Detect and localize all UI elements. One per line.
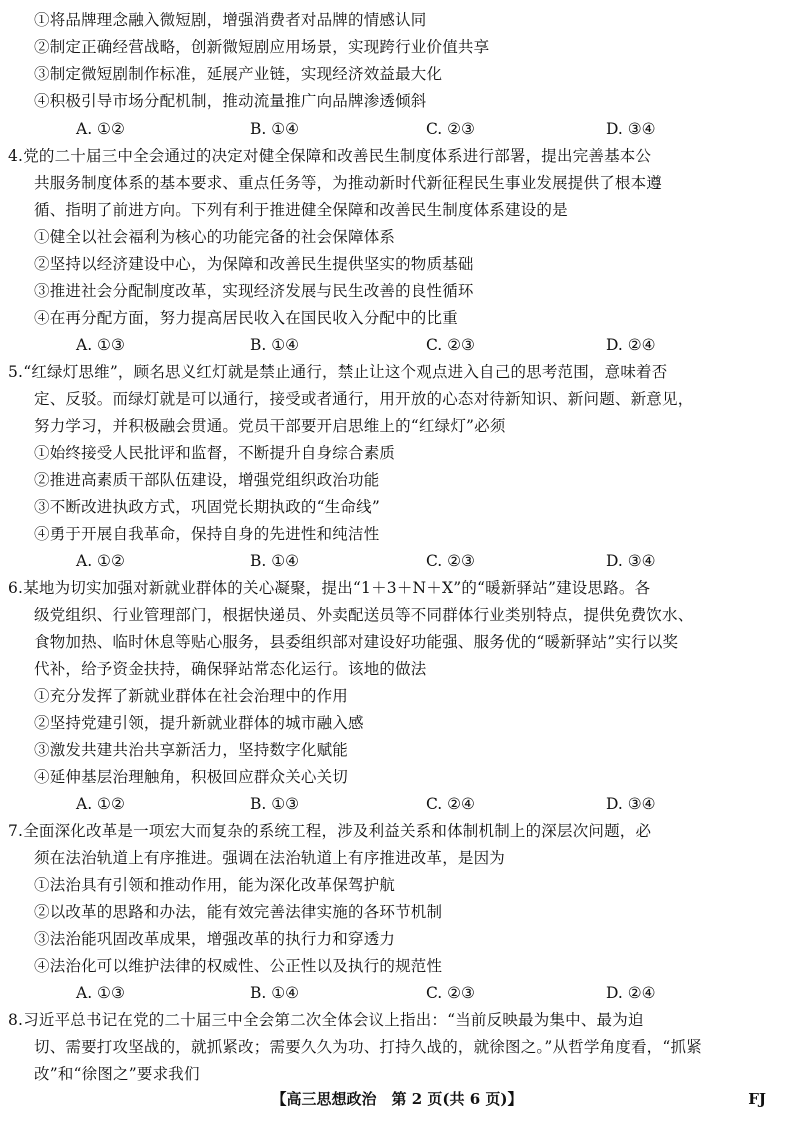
- q3-option-4: ④积极引导市场分配机制，推动流量推广向品牌渗透倾斜: [34, 92, 427, 110]
- q4-option-2: ②坚持以经济建设中心，为保障和改善民生提供坚实的物质基础: [34, 255, 474, 273]
- q6-stem-line-1: 6.某地为切实加强对新就业群体的关心凝聚，提出“1＋3＋N＋X”的“暖新驿站”建设思路。各: [8, 579, 651, 597]
- footer-page-label: 【高三思想政治 第 2 页(共 6 页)】: [271, 1090, 523, 1108]
- q5-option-1: ①始终接受人民批评和监督，不断提升自身综合素质: [34, 444, 396, 462]
- q5-answer-a: A. ①②: [76, 552, 125, 570]
- q5-answer-d: D. ③④: [606, 552, 656, 570]
- q7-option-1: ①法治具有引领和推动作用，能为深化改革保驾护航: [34, 876, 396, 894]
- q3-answer-c: C. ②③: [426, 120, 475, 138]
- q3-answer-a: A. ①②: [76, 120, 125, 138]
- q6-stem-line-4: 代补，给予资金扶持，确保驿站常态化运行。该地的做法: [34, 660, 427, 678]
- q6-option-4: ④延伸基层治理触角，积极回应群众关心关切: [34, 768, 349, 786]
- q4-option-4: ④在再分配方面，努力提高居民收入在国民收入分配中的比重: [34, 309, 458, 327]
- q8-stem-line-1: 8.习近平总书记在党的二十届三中全会第二次全体会议上指出：“当前反映最为集中、最为迫: [8, 1011, 644, 1029]
- q3-answer-d: D. ③④: [606, 120, 656, 138]
- q6-stem-line-3: 食物加热、临时休息等贴心服务，县委组织部对建设好功能强、服务优的“暖新驿站”实行以奖: [34, 633, 679, 651]
- q6-answer-a: A. ①②: [76, 795, 125, 813]
- q8-stem-line-2: 切、需要打攻坚战的，就抓紧改；需要久久为功、打持久战的，就徐图之。”从哲学角度看，“抓紧: [34, 1038, 702, 1056]
- q5-option-2: ②推进高素质干部队伍建设，增强党组织政治功能: [34, 471, 380, 489]
- footer-region-code: FJ: [748, 1090, 766, 1108]
- q5-stem-line-3: 努力学习，并积极融会贯通。党员干部要开启思维上的“红绿灯”必须: [34, 417, 506, 435]
- q7-answer-b: B. ①④: [250, 984, 300, 1002]
- q7-answer-c: C. ②③: [426, 984, 475, 1002]
- q7-option-4: ④法治化可以维护法律的权威性、公正性以及执行的规范性: [34, 957, 443, 975]
- q7-option-3: ③法治能巩固改革成果，增强改革的执行力和穿透力: [34, 930, 396, 948]
- q3-option-2: ②制定正确经营战略，创新微短剧应用场景，实现跨行业价值共享: [34, 38, 490, 56]
- q5-option-4: ④勇于开展自我革命，保持自身的先进性和纯洁性: [34, 525, 380, 543]
- q6-stem-line-2: 级党组织、行业管理部门，根据快递员、外卖配送员等不同群体行业类别特点，提供免费饮水、: [34, 606, 694, 624]
- q4-answer-d: D. ②④: [606, 336, 656, 354]
- q3-option-1: ①将品牌理念融入微短剧，增强消费者对品牌的情感认同: [34, 11, 427, 29]
- q6-option-1: ①充分发挥了新就业群体在社会治理中的作用: [34, 687, 349, 705]
- q4-option-1: ①健全以社会福利为核心的功能完备的社会保障体系: [34, 228, 396, 246]
- q3-option-3: ③制定微短剧制作标准，延展产业链，实现经济效益最大化: [34, 65, 443, 83]
- q5-option-3: ③不断改进执政方式，巩固党长期执政的“生命线”: [34, 498, 380, 516]
- q5-answer-c: C. ②③: [426, 552, 475, 570]
- page-footer: [0, 1086, 794, 1112]
- q7-option-2: ②以改革的思路和办法，能有效完善法律实施的各环节机制: [34, 903, 443, 921]
- q8-stem-line-3: 改”和“徐图之”要求我们: [34, 1065, 200, 1083]
- q6-option-2: ②坚持党建引领，提升新就业群体的城市融入感: [34, 714, 364, 732]
- q4-option-3: ③推进社会分配制度改革，实现经济发展与民生改善的良性循环: [34, 282, 474, 300]
- q5-stem-line-2: 定、反驳。而绿灯就是可以通行，接受或者通行，用开放的心态对待新知识、新问题、新意见，: [34, 390, 694, 408]
- q6-answer-b: B. ①③: [250, 795, 300, 813]
- q4-stem-line-1: 4.党的二十届三中全会通过的决定对健全保障和改善民生制度体系进行部署，提出完善基本公: [8, 147, 652, 165]
- q7-answer-d: D. ②④: [606, 984, 656, 1002]
- q7-answer-a: A. ①③: [76, 984, 125, 1002]
- q6-answer-d: D. ③④: [606, 795, 656, 813]
- q4-stem-line-3: 循、指明了前进方向。下列有利于推进健全保障和改善民生制度体系建设的是: [34, 201, 568, 219]
- q4-answer-c: C. ②③: [426, 336, 475, 354]
- q4-stem-line-2: 共服务制度体系的基本要求、重点任务等，为推动新时代新征程民生事业发展提供了根本遵: [34, 174, 663, 192]
- q5-stem-line-1: 5.“红绿灯思维”，顾名思义红灯就是禁止通行，禁止让这个观点进入自己的思考范围，意味着否: [8, 363, 668, 381]
- q3-answer-b: B. ①④: [250, 120, 300, 138]
- q4-answer-b: B. ①④: [250, 336, 300, 354]
- q4-answer-a: A. ①③: [76, 336, 125, 354]
- q7-stem-line-1: 7.全面深化改革是一项宏大而复杂的系统工程，涉及利益关系和体制机制上的深层次问题，必: [8, 822, 652, 840]
- q5-answer-b: B. ①④: [250, 552, 300, 570]
- q7-stem-line-2: 须在法治轨道上有序推进。强调在法治轨道上有序推进改革，是因为: [34, 849, 506, 867]
- q6-option-3: ③激发共建共治共享新活力，坚持数字化赋能: [34, 741, 349, 759]
- q6-answer-c: C. ②④: [426, 795, 475, 813]
